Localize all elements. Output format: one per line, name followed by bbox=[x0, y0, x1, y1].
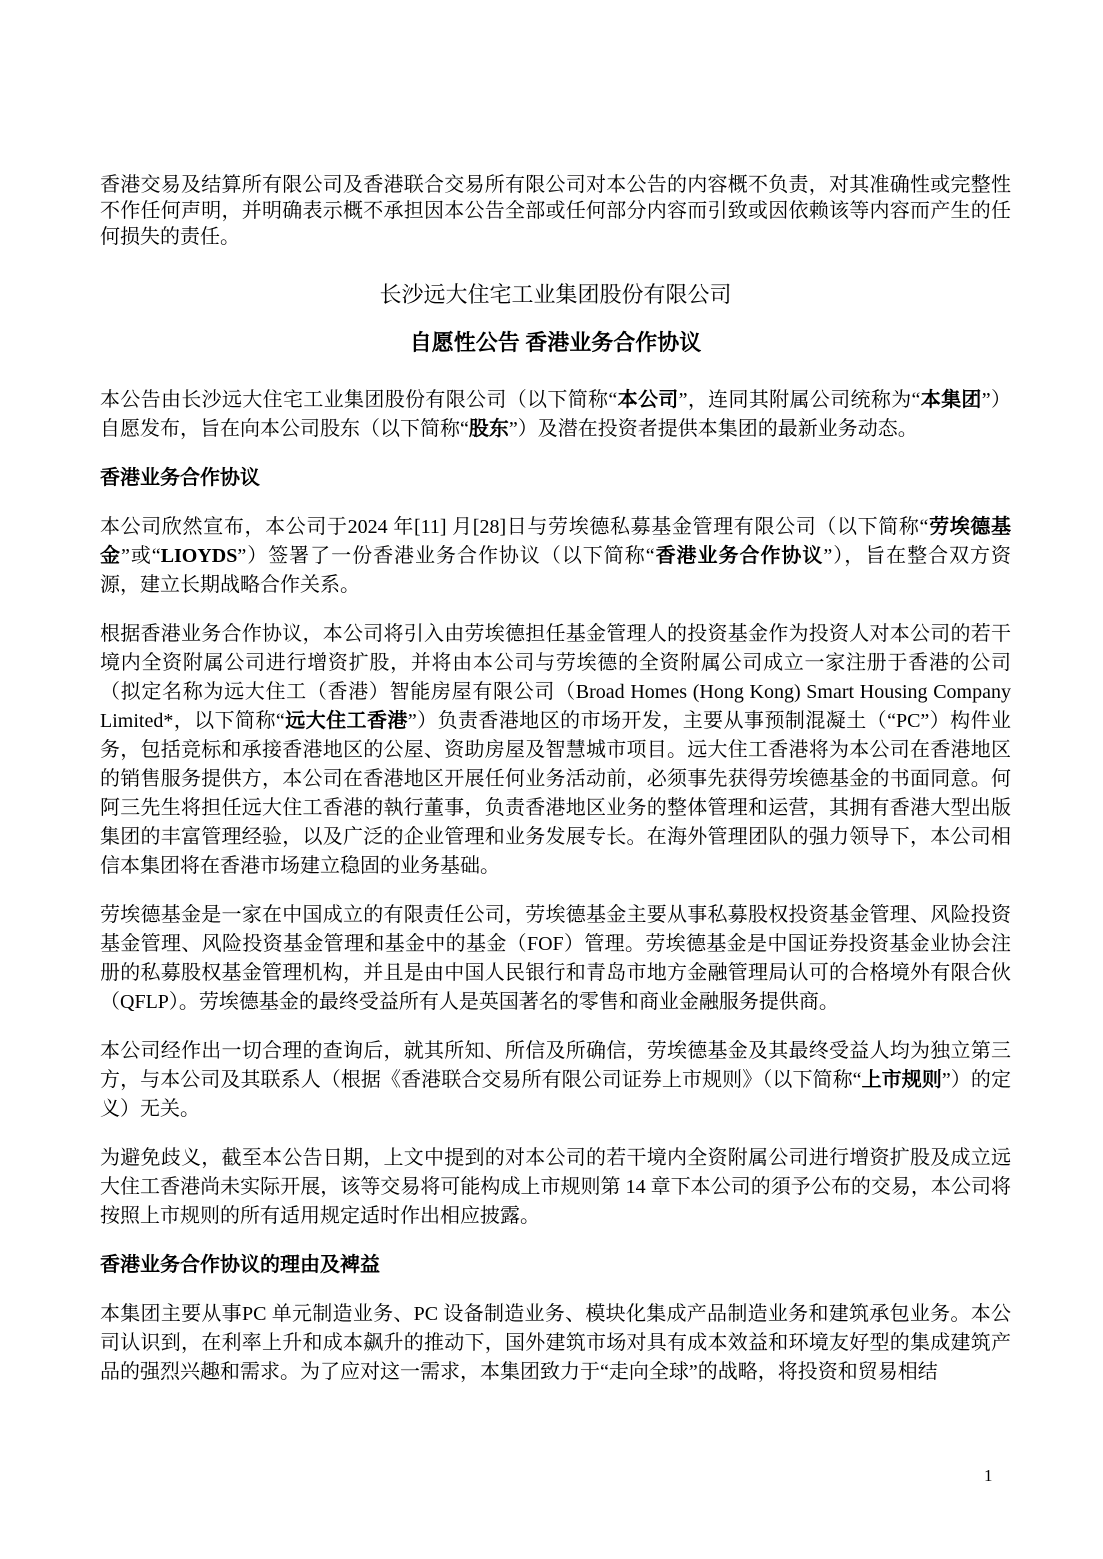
section-heading-reasons-benefits: 香港业务合作协议的理由及裨益 bbox=[100, 1254, 380, 1276]
paragraph-avoidance-of-doubt: 为避免歧义，截至本公告日期，上文中提到的对本公司的若干境内全资附属公司进行增资扩股及成立远大住工香港尚未实际开展，该等交易将可能构成上市规则第 14 章下本公司的須予公布的交易，本公司将按照上市规则的所有适用规定适时作出相应披露。 bbox=[100, 1147, 1011, 1227]
section-heading-agreement: 香港业务合作协议 bbox=[100, 467, 260, 489]
paragraph-announcement: 本公司欣然宣布，本公司于2024 年[11] 月[28]日与劳埃德私募基金管理有限公司（以下简称“劳埃德基金”或“LIOYDS”）签署了一份香港业务合作协议（以下简称“香港业务合作协议”），旨在整合双方资源，建立长期战略合作关系。 bbox=[100, 516, 1012, 596]
intro-paragraph: 本公告由长沙远大住宅工业集团股份有限公司（以下简称“本公司”，连同其附属公司统称为“本集团”）自愿发布，旨在向本公司股东（以下简称“股东”）及潜在投资者提供本集团的最新业务动态。 bbox=[100, 389, 1011, 440]
announcement-title: 自愿性公告 香港业务合作协议 bbox=[409, 330, 702, 355]
exchange-disclaimer: 香港交易及结算所有限公司及香港联合交易所有限公司对本公告的内容概不负责，对其准确性或完整性不作任何声明，并明确表示概不承担因本公告全部或任何部分内容而引致或因依赖该等内容而产生的任何损失的责任。 bbox=[100, 174, 1011, 248]
company-name: 长沙远大住宅工业集团股份有限公司 bbox=[379, 282, 732, 307]
paragraph-agreement-details: 根据香港业务合作协议，本公司将引入由劳埃德担任基金管理人的投资基金作为投资人对本公司的若干境内全资附属公司进行增资扩股，并将由本公司与劳埃德的全资附属公司成立一家注册于香港的公司（拟定名称为远大住工（香港）智能房屋有限公司（Broad Homes (Hong Kong) Smart Housing Company Limited*，以下简称“远大住工香港”）负责香港地区的市场开发，主要从事预制混凝土（“PC”）构件业务，包括竞标和承接香港地区的公屋、资助房屋及智慧城市项目。远大住工香港将为本公司在香港地区的销售服务提供方，本公司在香港地区开展任何业务活动前，必须事先获得劳埃德基金的书面同意。何阿三先生将担任远大住工香港的執行董事，负责香港地区业务的整体管理和运营，其拥有香港大型出版集团的丰富管理经验，以及广泛的企业管理和业务发展专长。在海外管理团队的强力领导下，本公司相信本集团将在香港市场建立稳固的业务基础。 bbox=[100, 623, 1012, 877]
paragraph-fund-background: 劳埃德基金是一家在中国成立的有限责任公司，劳埃德基金主要从事私募股权投资基金管理、风险投资基金管理、风险投资基金管理和基金中的基金（FOF）管理。劳埃德基金是中国证券投资基金业协会注册的私募股权基金管理机构，并且是由中国人民银行和青岛市地方金融管理局认可的合格境外有限合伙（QFLP）。劳埃德基金的最终受益所有人是英国著名的零售和商业金融服务提供商。 bbox=[100, 904, 1011, 1013]
document-content bbox=[100, 172, 1011, 1407]
paragraph-business-overview: 本集团主要从事PC 单元制造业务、PC 设备制造业务、模块化集成产品制造业务和建筑承包业务。本公司认识到，在利率上升和成本飙升的推动下，国外建筑市场对具有成本效益和环境友好型的集成建筑产品的强烈兴趣和需求。为了应对这一需求，本集团致力于“走向全球”的战略，将投资和贸易相结 bbox=[100, 1303, 1011, 1383]
paragraph-independence: 本公司经作出一切合理的查询后，就其所知、所信及所确信，劳埃德基金及其最终受益人均为独立第三方，与本公司及其联系人（根据《香港联合交易所有限公司证券上市规则》（以下简称“上市规则”）的定义）无关。 bbox=[100, 1040, 1011, 1120]
page-number: 1 bbox=[984, 1466, 993, 1485]
